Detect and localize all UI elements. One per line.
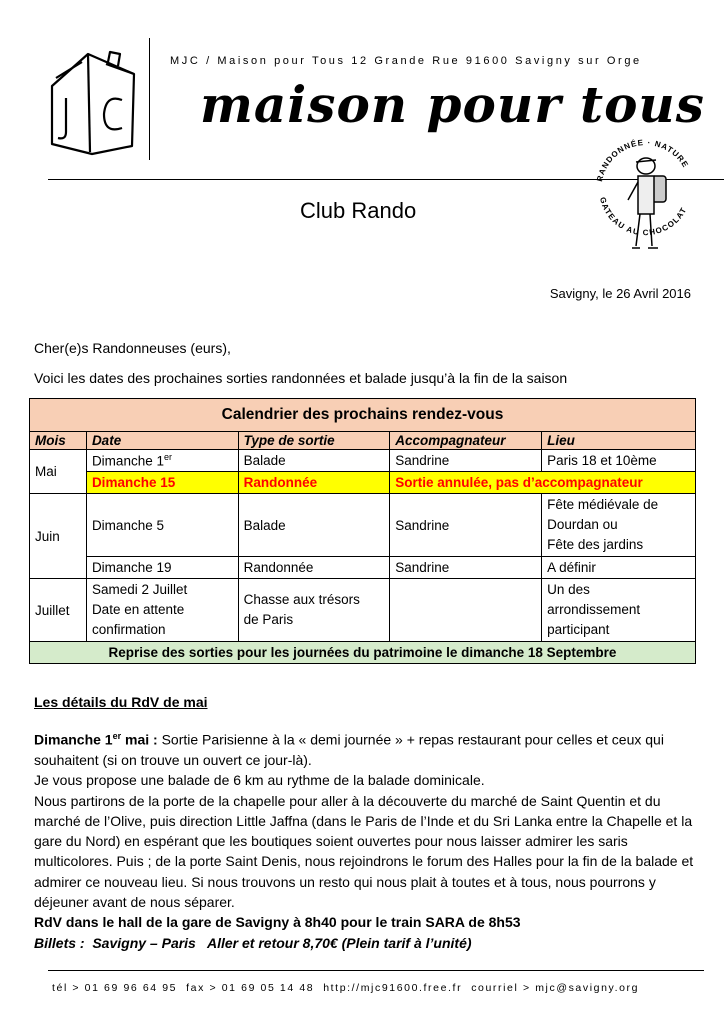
header-address: MJC / Maison pour Tous 12 Grande Rue 91600 Savigny sur Orge xyxy=(170,55,642,67)
type-cell: Chasse aux trésors de Paris xyxy=(238,579,390,642)
guide-cell: Sandrine xyxy=(390,557,542,579)
table-row xyxy=(30,494,696,557)
greeting: Cher(e)s Randonneuses (eurs), xyxy=(34,340,231,356)
type-cell: Balade xyxy=(238,494,390,557)
footer-contacts: tél > 01 69 96 64 95 fax > 01 69 05 14 48 http://mjc91600.free.fr courriel > mjc@savigny.org xyxy=(52,982,640,994)
calendar-table xyxy=(29,398,696,664)
details-paragraph: Nous partirons de la porte de la chapelle pour aller à la découverte du marché de Saint Quentin et du marché de l’Olive, puis direction Little Jaffna (dans le Paris de l’Inde et du Sri Lanka entre la Chapelle et la gare du Nord) en espérant que les boutiques soient ouvertes pour nous laisser admirer les saris multicolores. Puis ; de la porte Saint Denis, nous rejoindrons le forum des Halles pour la fin de la balade et admirer ce nouveau lieu. Si nous trouvons un resto qui nous plait à toutes et à tous, nous pourrons y déjeuner avant de nous séparer. xyxy=(34,792,694,911)
date-cell: Dimanche 5 xyxy=(86,494,238,557)
header-divider-vertical xyxy=(149,38,150,160)
place-cell: Un des arrondissement participant xyxy=(542,579,696,642)
guide-cell: Sandrine xyxy=(390,450,542,472)
place-cell: Fête médiévale de Dourdan ou Fête des jardins xyxy=(542,494,696,557)
date-cell: Samedi 2 Juillet Date en attente confirmation xyxy=(86,579,238,642)
col-header: Type de sortie xyxy=(238,432,390,450)
date-cell: Dimanche 1er xyxy=(86,450,238,472)
rdv-line: RdV dans le hall de la gare de Savigny à 8h40 pour le train SARA de 8h53 xyxy=(34,914,521,931)
calendar-caption: Calendrier des prochains rendez-vous xyxy=(30,399,696,432)
date-cell: Dimanche 15 xyxy=(86,472,238,494)
month-cell: Mai xyxy=(30,450,87,494)
table-row xyxy=(30,557,696,579)
tickets-line: Billets : Savigny – Paris Aller et retour 8,70€ (Plein tarif à l’unité) xyxy=(34,934,472,951)
rando-hiker-badge xyxy=(588,120,698,270)
col-header: Date xyxy=(86,432,238,450)
calendar-footer-note: Reprise des sorties pour les journées du patrimoine le dimanche 18 Septembre xyxy=(30,642,696,664)
guide-cell xyxy=(390,579,542,642)
intro-text: Voici les dates des prochaines sorties randonnées et balade jusqu’à la fin de la saison xyxy=(34,370,568,386)
col-header: Accompagnateur xyxy=(390,432,542,450)
place-cell: Paris 18 et 10ème xyxy=(542,450,696,472)
mjc-house-logo xyxy=(48,48,140,158)
place-cell: A définir xyxy=(542,557,696,579)
type-cell: Balade xyxy=(238,450,390,472)
cancel-note: Sortie annulée, pas d’accompagnateur xyxy=(390,472,696,494)
maison-pour-tous-wordmark: maison pour tous xyxy=(200,75,705,134)
page-title: Club Rando xyxy=(300,198,417,223)
type-cell: Randonnée xyxy=(238,472,390,494)
details-paragraph: Je vous propose une balade de 6 km au rythme de la balade dominicale. xyxy=(34,772,485,789)
col-header: Lieu xyxy=(542,432,696,450)
table-row-cancelled xyxy=(30,472,696,494)
guide-cell: Sandrine xyxy=(390,494,542,557)
type-cell: Randonnée xyxy=(238,557,390,579)
details-heading: Les détails du RdV de mai xyxy=(34,694,208,710)
table-row xyxy=(30,450,696,472)
letter-date: Savigny, le 26 Avril 2016 xyxy=(549,286,691,301)
month-cell: Juin xyxy=(30,494,87,579)
details-body xyxy=(34,726,694,953)
svg-text:GATEAU AU CHOCOLAT: GATEAU AU CHOCOLAT xyxy=(597,196,689,238)
details-lead: Dimanche 1er mai : Sortie Parisienne à la « demi journée » + repas restaurant pour celles et ceux qui souhaitent (si on trouve un ouvert ce jour-là). xyxy=(34,731,664,768)
svg-text:RANDONNÉE · NATURE: RANDONNÉE · NATURE xyxy=(595,138,691,183)
footer-divider xyxy=(48,970,704,971)
month-cell: Juillet xyxy=(30,579,87,642)
col-header: Mois xyxy=(30,432,87,450)
table-row xyxy=(30,579,696,642)
date-cell: Dimanche 19 xyxy=(86,557,238,579)
